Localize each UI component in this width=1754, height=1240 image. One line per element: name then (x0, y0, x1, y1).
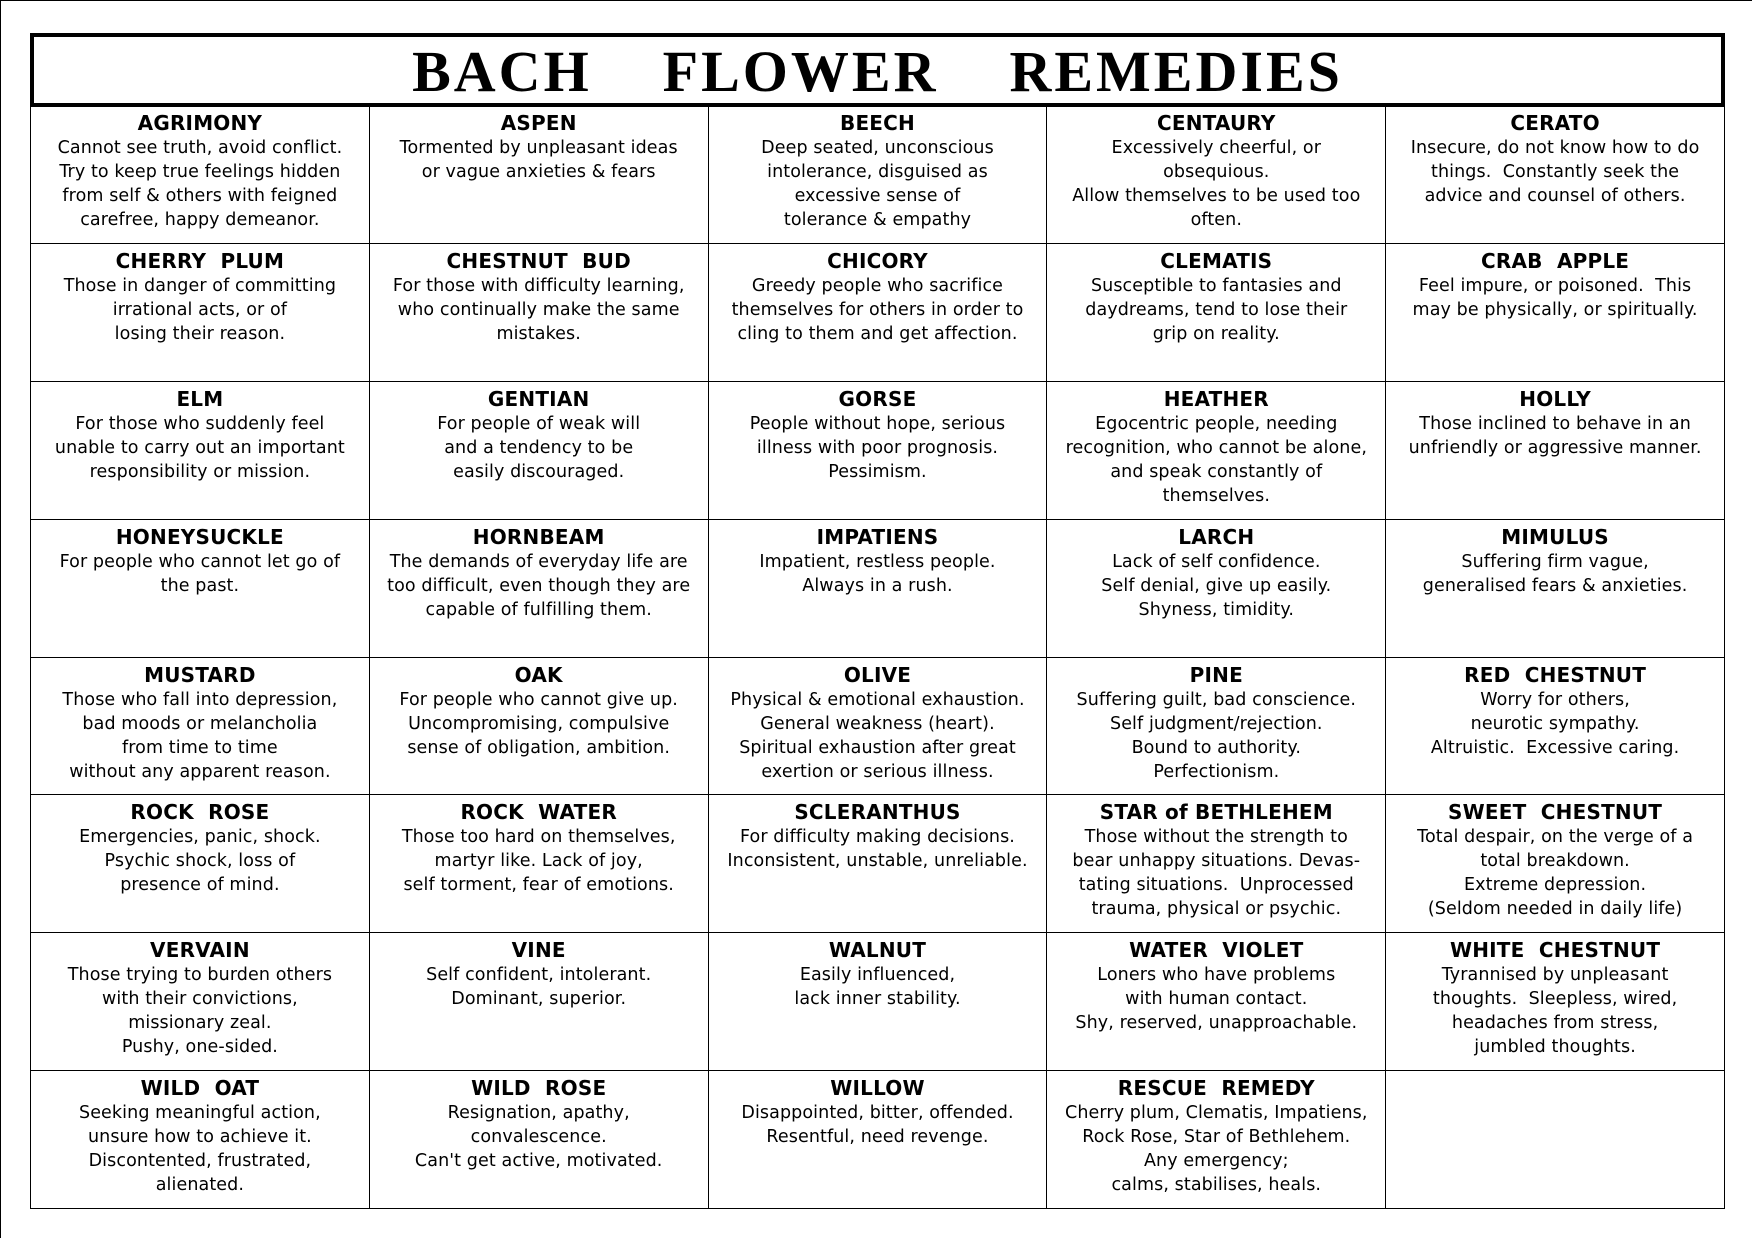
description-line: exertion or serious illness. (761, 761, 994, 782)
remedy-name: IMPATIENS (816, 524, 939, 549)
description-line: themselves for others in order to (731, 299, 1024, 320)
description-line: Those trying to burden others (67, 965, 333, 986)
remedy-name: CRAB APPLE (1481, 248, 1630, 273)
description-line: Greedy people who sacrifice (751, 275, 1004, 296)
description-line: Easily influenced, (799, 965, 956, 986)
remedy-cell (1386, 658, 1725, 796)
remedy-description (31, 1101, 369, 1197)
description-line: sense of obligation, ambition. (407, 737, 671, 758)
description-line: Those inclined to behave in an (1419, 413, 1691, 434)
remedy-cell (370, 244, 709, 382)
remedy-name: OLIVE (843, 662, 912, 687)
description-line: Cherry plum, Clematis, Impatiens, (1065, 1103, 1368, 1124)
description-line: excessive sense of (794, 186, 961, 206)
description-line: Insecure, do not know how to do (1410, 138, 1700, 158)
description-line: or vague anxieties & fears (421, 162, 656, 182)
remedy-cell (1047, 106, 1386, 244)
description-line: For people of weak will (437, 413, 641, 434)
description-line: People without hope, serious (749, 413, 1006, 434)
remedy-name: AGRIMONY (137, 111, 263, 135)
remedy-name: MUSTARD (144, 662, 256, 687)
description-line: Excessively cheerful, or (1111, 138, 1322, 158)
description-line: Self confident, intolerant. (426, 965, 652, 986)
description-line: grip on reality. (1152, 323, 1280, 344)
description-line: with their convictions, (102, 989, 298, 1010)
remedy-name: HONEYSUCKLE (115, 524, 284, 549)
description-line: (Seldom needed in daily life) (1427, 899, 1683, 920)
description-line: For those with difficulty learning, (392, 275, 685, 296)
description-line: thoughts. Sleepless, wired, (1432, 989, 1678, 1010)
description-line: For difficulty making decisions. (740, 827, 1015, 848)
description-line: Perfectionism. (1153, 761, 1280, 782)
description-line: intolerance, disguised as (767, 162, 988, 182)
description-line: jumbled thoughts. (1474, 1037, 1636, 1058)
description-line: Feel impure, or poisoned. This (1418, 275, 1692, 296)
remedy-name: BEECH (840, 111, 915, 135)
description-line: Rock Rose, Star of Bethlehem. (1082, 1127, 1351, 1148)
description-line: Suffering firm vague, (1461, 551, 1649, 572)
description-line: missionary zeal. (128, 1013, 272, 1034)
description-line: Extreme depression. (1464, 875, 1647, 896)
description-line: easily discouraged. (453, 461, 625, 482)
remedy-cell (1386, 933, 1725, 1071)
remedy-name: GENTIAN (487, 386, 590, 411)
remedy-description (1386, 963, 1724, 1059)
remedy-cell (709, 1071, 1048, 1209)
remedy-cell (1386, 244, 1725, 382)
remedy-name: WHITE CHESTNUT (1449, 938, 1661, 963)
remedy-description (1047, 412, 1385, 508)
remedy-description (31, 136, 369, 232)
description-line: Dominant, superior. (451, 989, 627, 1010)
description-line: Deep seated, unconscious (761, 138, 994, 158)
remedy-name: PINE (1189, 662, 1243, 687)
description-line: Discontented, frustrated, (88, 1151, 312, 1172)
description-line: advice and counsel of others. (1424, 186, 1686, 206)
remedy-cell (31, 658, 370, 796)
remedy-name: OAK (514, 662, 563, 687)
description-line: unsure how to achieve it. (87, 1127, 312, 1148)
description-line: things. Constantly seek the (1431, 162, 1680, 182)
remedy-name: ROCK WATER (460, 800, 617, 825)
description-line: Shyness, timidity. (1138, 599, 1295, 620)
remedy-cell (709, 244, 1048, 382)
description-line: Disappointed, bitter, offended. (741, 1103, 1014, 1124)
remedy-description (370, 963, 708, 1011)
description-line: Total despair, on the verge of a (1417, 827, 1694, 848)
description-line: Spiritual exhaustion after great (739, 737, 1016, 758)
description-line: mistakes. (496, 323, 581, 344)
description-line: the past. (160, 575, 240, 596)
description-line: may be physically, or spiritually. (1412, 299, 1698, 320)
description-line: Those without the strength to (1084, 827, 1348, 848)
description-line: presence of mind. (120, 875, 280, 896)
remedy-description (31, 274, 369, 346)
description-line: Any emergency; (1143, 1151, 1289, 1172)
remedy-cell (31, 244, 370, 382)
description-line: Lack of self confidence. (1112, 551, 1321, 572)
description-line: Physical & emotional exhaustion. (730, 689, 1025, 710)
description-line: bear unhappy situations. Devas- (1072, 851, 1361, 872)
description-line: total breakdown. (1480, 851, 1630, 872)
remedy-description (370, 274, 708, 346)
description-line: responsibility or mission. (89, 461, 311, 482)
description-line: generalised fears & anxieties. (1422, 575, 1688, 596)
description-line: unable to carry out an important (54, 437, 345, 458)
remedy-cell (1386, 382, 1725, 520)
description-line: neurotic sympathy. (1470, 713, 1640, 734)
remedy-description (1047, 136, 1385, 232)
description-line: bad moods or melancholia (82, 713, 318, 734)
remedy-name: WILD OAT (140, 1076, 260, 1101)
description-line: capable of fulfilling them. (425, 599, 652, 620)
remedy-description (31, 412, 369, 484)
description-line: Pessimism. (828, 461, 927, 482)
description-line: and speak constantly of (1110, 461, 1323, 482)
description-line: Shy, reserved, unapproachable. (1075, 1013, 1358, 1034)
remedy-description (1386, 412, 1724, 460)
remedy-cell (709, 658, 1048, 796)
remedy-cell (1047, 520, 1386, 658)
description-line: Pushy, one-sided. (121, 1037, 278, 1058)
remedy-description (709, 550, 1047, 598)
remedy-name: CLEMATIS (1160, 248, 1273, 273)
remedy-cell (31, 933, 370, 1071)
description-line: irrational acts, or of (112, 299, 288, 320)
remedy-name: VINE (511, 938, 566, 963)
remedy-name: CENTAURY (1156, 111, 1276, 135)
remedy-name: VERVAIN (150, 938, 250, 963)
description-line: carefree, happy demeanor. (80, 210, 320, 230)
remedy-name: CHERRY PLUM (115, 248, 285, 273)
remedy-description (31, 963, 369, 1059)
remedy-name: MIMULUS (1501, 524, 1609, 549)
description-line: Suffering guilt, bad conscience. (1076, 689, 1357, 710)
remedy-description (709, 274, 1047, 346)
remedy-description (709, 136, 1047, 232)
remedy-description (1386, 136, 1724, 208)
remedy-cell (31, 1071, 370, 1209)
remedy-cell (31, 382, 370, 520)
remedy-cell (370, 658, 709, 796)
remedy-cell (370, 1071, 709, 1209)
description-line: losing their reason. (114, 323, 286, 344)
description-line: Egocentric people, needing (1095, 413, 1338, 434)
remedy-name: RED CHESTNUT (1464, 662, 1647, 687)
description-line: Emergencies, panic, shock. (79, 827, 321, 848)
remedy-name: HOLLY (1519, 386, 1591, 411)
description-line: Loners who have problems (1097, 965, 1336, 986)
description-line: alienated. (155, 1175, 245, 1196)
description-line: with human contact. (1125, 989, 1308, 1010)
description-line: Seeking meaningful action, (78, 1103, 321, 1124)
description-line: illness with poor prognosis. (756, 437, 999, 458)
remedy-description (1047, 963, 1385, 1035)
remedy-name: ASPEN (500, 111, 577, 135)
description-line: For people who cannot let go of (59, 551, 341, 572)
description-line: Inconsistent, unstable, unreliable. (727, 851, 1028, 872)
remedy-cell (1047, 1071, 1386, 1209)
description-line: who continually make the same (397, 299, 680, 320)
description-line: convalescence. (470, 1127, 607, 1148)
remedy-description (709, 688, 1047, 784)
description-line: cling to them and get affection. (737, 323, 1018, 344)
remedy-description (709, 412, 1047, 484)
description-line: martyr like. Lack of joy, (434, 851, 643, 872)
remedy-cell (1047, 244, 1386, 382)
remedy-cell (1047, 658, 1386, 796)
description-line: daydreams, tend to lose their (1085, 299, 1348, 320)
description-line: General weakness (heart). (760, 713, 995, 734)
remedy-description (1386, 274, 1724, 322)
remedy-cell (1386, 795, 1725, 933)
remedy-cell (1386, 106, 1725, 244)
description-line: Bound to authority. (1131, 737, 1301, 758)
remedy-name: ELM (176, 386, 224, 411)
remedy-description (370, 136, 708, 184)
remedy-cell (31, 106, 370, 244)
remedy-description (370, 825, 708, 897)
description-line: trauma, physical or psychic. (1091, 899, 1342, 920)
remedy-name: HORNBEAM (472, 524, 605, 549)
description-line: Those too hard on themselves, (401, 827, 676, 848)
description-line: from self & others with feigned (62, 186, 338, 206)
description-line: Altruistic. Excessive caring. (1430, 737, 1680, 758)
remedy-cell (370, 382, 709, 520)
remedy-description (1047, 825, 1385, 921)
description-line: Those in danger of committing (63, 275, 337, 296)
description-line: Those who fall into depression, (62, 689, 338, 710)
remedy-description (1047, 550, 1385, 622)
description-line: Self denial, give up easily. (1101, 575, 1332, 596)
remedy-cell (1047, 795, 1386, 933)
remedies-table (30, 105, 1725, 1209)
remedy-name: RESCUE REMEDY (1117, 1076, 1315, 1101)
remedy-name: ROCK ROSE (130, 800, 270, 825)
remedy-name: STAR of BETHLEHEM (1099, 800, 1333, 825)
remedy-cell (31, 795, 370, 933)
remedy-description (709, 1101, 1047, 1149)
remedy-name: WILLOW (830, 1076, 925, 1101)
remedy-cell (370, 106, 709, 244)
description-line: themselves. (1162, 485, 1270, 506)
remedy-description (31, 550, 369, 598)
remedy-description (31, 688, 369, 784)
description-line: Worry for others, (1480, 689, 1630, 710)
remedy-description (370, 1101, 708, 1173)
remedy-name: GORSE (838, 386, 917, 411)
remedy-cell (709, 795, 1048, 933)
description-line: recognition, who cannot be alone, (1065, 437, 1367, 458)
description-line: without any apparent reason. (69, 761, 331, 782)
description-line: calms, stabilises, heals. (1111, 1175, 1322, 1196)
description-line: Psychic shock, loss of (104, 851, 296, 872)
description-line: Impatient, restless people. (759, 551, 996, 572)
description-line: lack inner stability. (794, 989, 961, 1010)
remedy-name: SCLERANTHUS (794, 800, 961, 825)
remedy-cell (370, 520, 709, 658)
description-line: Always in a rush. (802, 575, 953, 596)
remedy-description (1386, 688, 1724, 760)
remedy-description (31, 825, 369, 897)
remedy-cell (1386, 520, 1725, 658)
remedy-description (1047, 688, 1385, 784)
description-line: Uncompromising, compulsive (408, 713, 670, 734)
description-line: Self judgment/rejection. (1109, 713, 1323, 734)
description-line: Cannot see truth, avoid conflict. (57, 138, 343, 158)
remedy-description (1047, 1101, 1385, 1197)
remedy-name: LARCH (1178, 524, 1255, 549)
remedy-cell (1047, 382, 1386, 520)
remedy-description (1386, 825, 1724, 921)
remedy-name: HEATHER (1163, 386, 1269, 411)
page-title: BACH FLOWER REMEDIES (412, 39, 1343, 104)
description-line: Tormented by unpleasant ideas (399, 138, 678, 158)
description-line: For people who cannot give up. (399, 689, 678, 710)
remedy-name: WALNUT (828, 938, 927, 963)
description-line: often. (1190, 210, 1243, 230)
empty-cell (1386, 1071, 1725, 1209)
description-line: too difficult, even though they are (387, 575, 691, 596)
remedy-description (709, 963, 1047, 1011)
description-line: self torment, fear of emotions. (403, 875, 674, 896)
remedy-description (370, 550, 708, 622)
description-line: obsequious. (1163, 162, 1270, 182)
remedy-cell (709, 933, 1048, 1071)
description-line: Try to keep true feelings hidden (59, 162, 341, 182)
remedy-name: WILD ROSE (471, 1076, 607, 1101)
description-line: Tyrannised by unpleasant (1441, 965, 1669, 986)
description-line: unfriendly or aggressive manner. (1408, 437, 1702, 458)
remedy-description (370, 412, 708, 484)
remedy-cell (709, 382, 1048, 520)
description-line: Can't get active, motivated. (414, 1151, 663, 1172)
remedy-name: WATER VIOLET (1129, 938, 1304, 963)
description-line: For those who suddenly feel (75, 413, 325, 434)
remedy-cell (709, 520, 1048, 658)
title-banner (30, 33, 1725, 107)
description-line: Susceptible to fantasies and (1090, 275, 1342, 296)
description-line: tating situations. Unprocessed (1078, 875, 1354, 896)
description-line: Resentful, need revenge. (766, 1127, 989, 1148)
remedy-description (709, 825, 1047, 873)
remedy-name: CHICORY (827, 248, 928, 273)
remedy-description (1386, 550, 1724, 598)
description-line: and a tendency to be (444, 437, 634, 458)
description-line: headaches from stress, (1451, 1013, 1659, 1034)
description-line: tolerance & empathy (783, 210, 972, 230)
description-line: from time to time (122, 737, 278, 758)
remedy-name: CERATO (1510, 111, 1600, 135)
remedy-description (1047, 274, 1385, 346)
remedy-cell (1047, 933, 1386, 1071)
description-line: Resignation, apathy, (447, 1103, 630, 1124)
remedy-name: SWEET CHESTNUT (1448, 800, 1663, 825)
description-line: The demands of everyday life are (389, 551, 688, 572)
remedy-cell (31, 520, 370, 658)
remedy-name: CHESTNUT BUD (446, 248, 631, 273)
remedy-cell (370, 795, 709, 933)
remedy-cell (709, 106, 1048, 244)
description-line: Allow themselves to be used too (1072, 186, 1361, 206)
remedy-description (370, 688, 708, 760)
remedy-cell (370, 933, 709, 1071)
